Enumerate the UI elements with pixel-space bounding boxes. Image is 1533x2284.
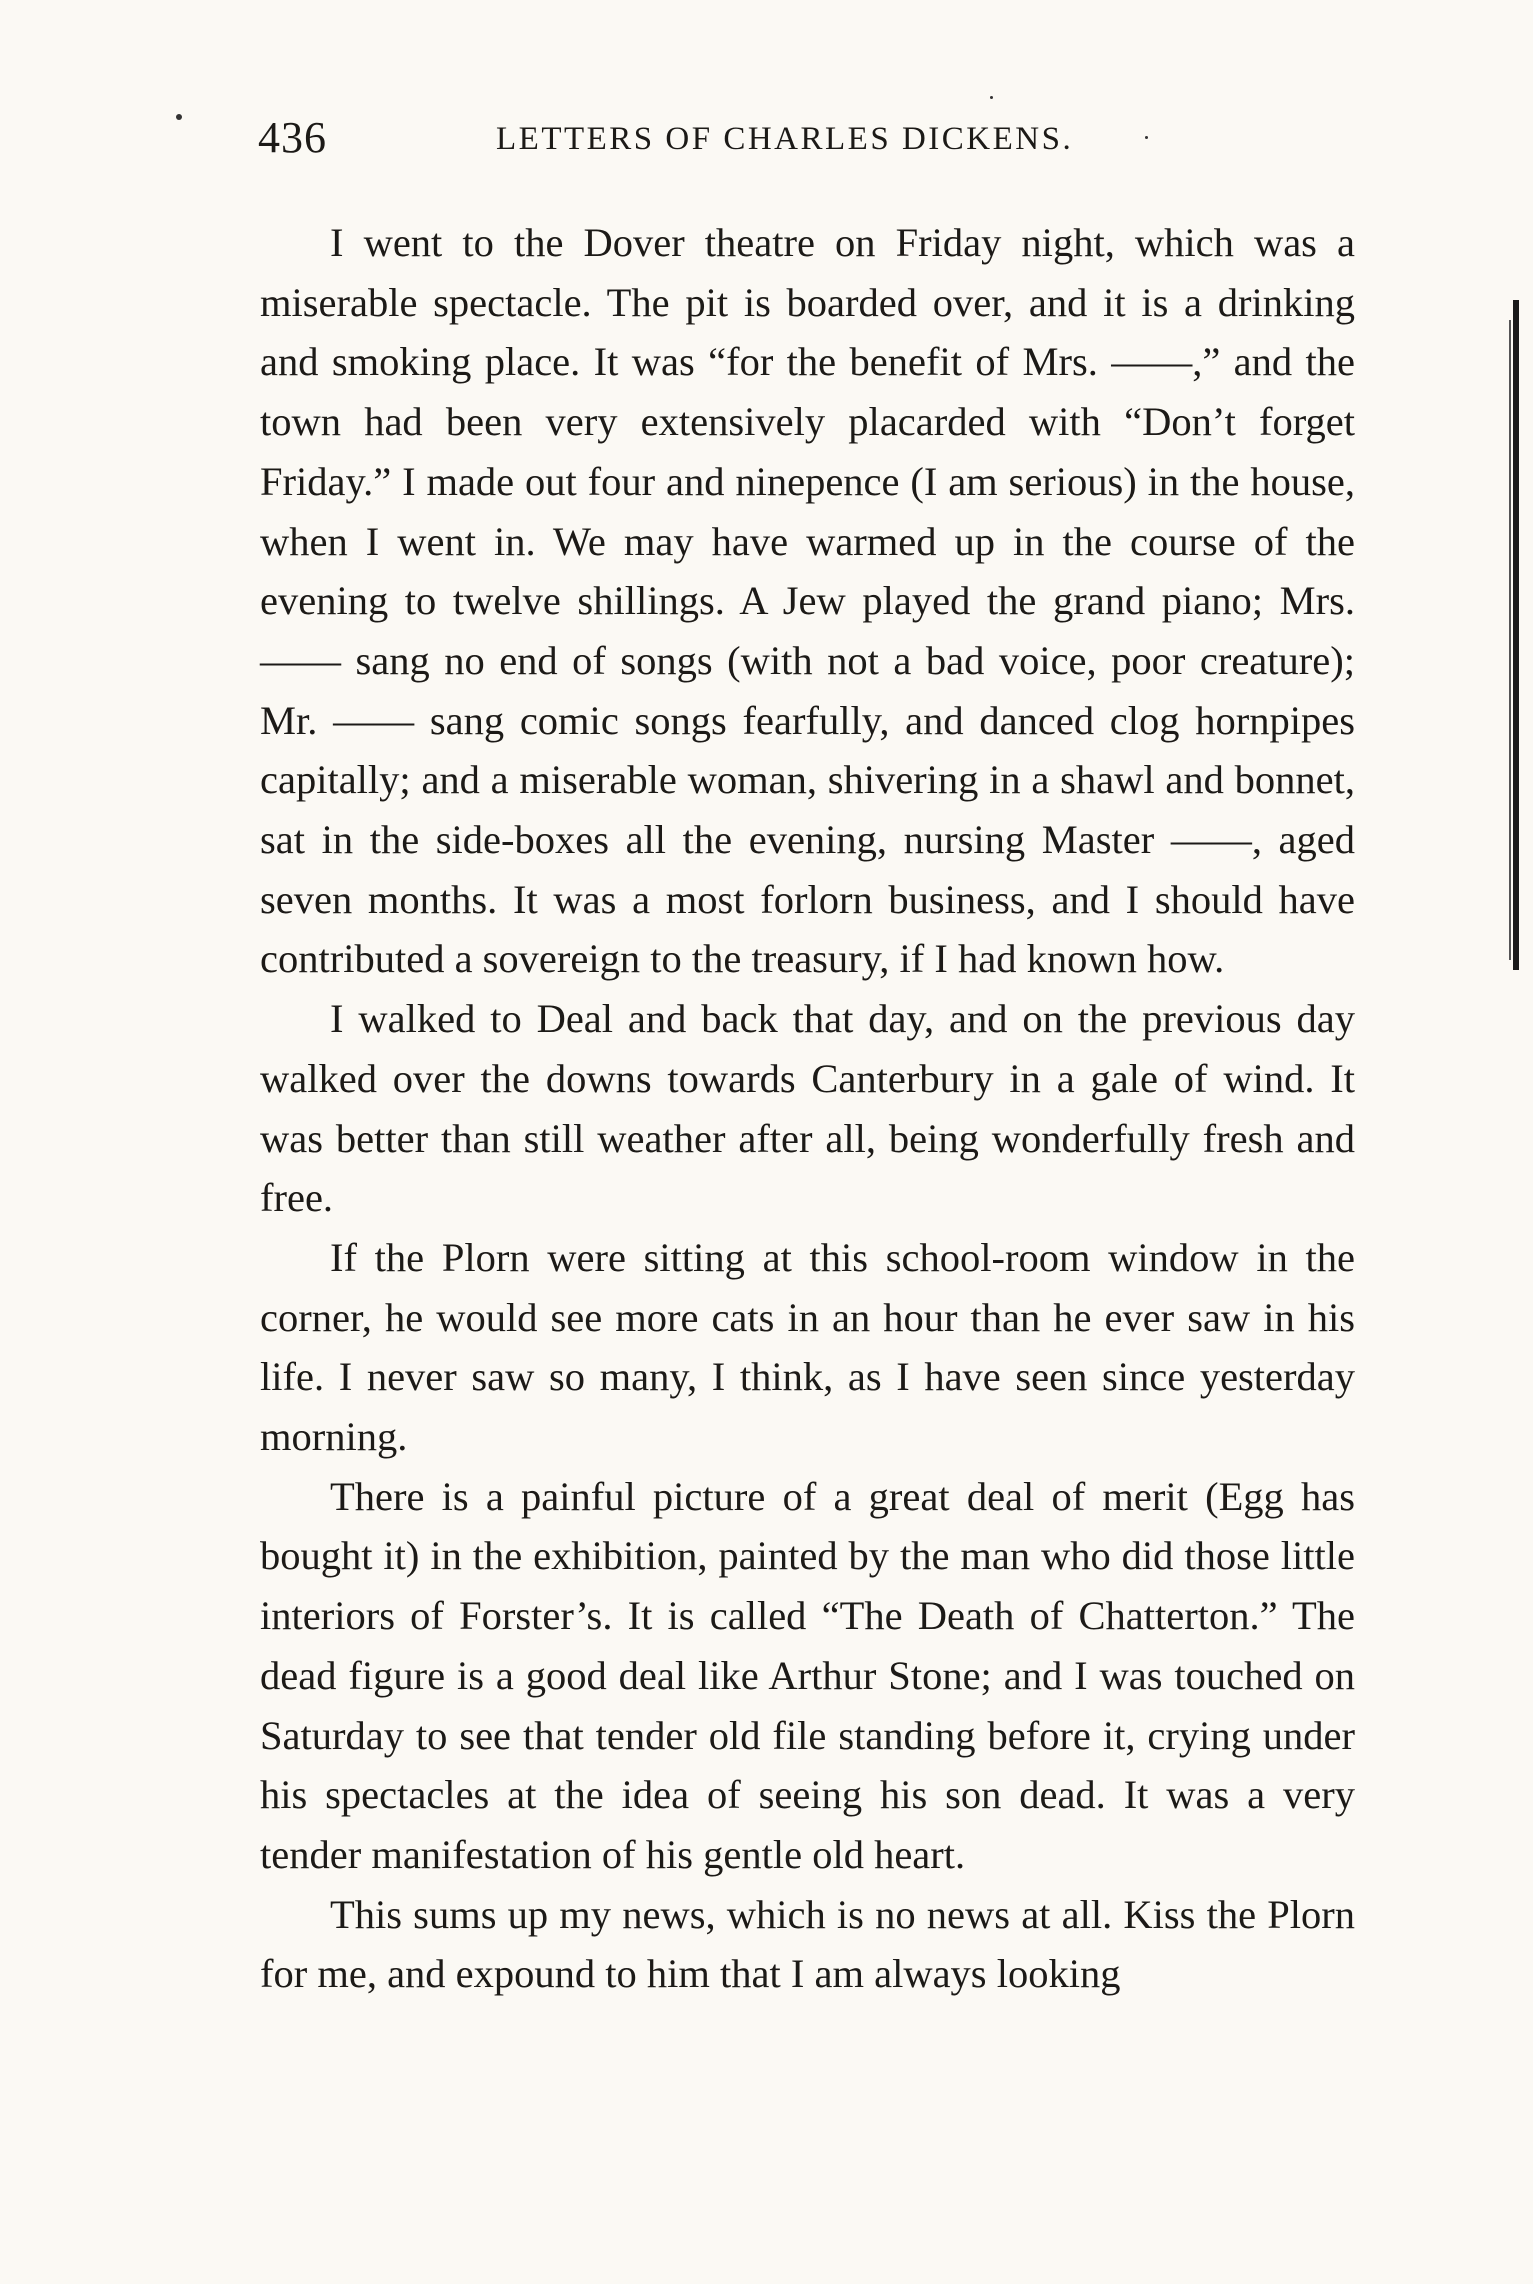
- ink-speck: [990, 96, 993, 99]
- page-number: 436: [258, 113, 327, 162]
- letter-body: [260, 213, 1355, 2004]
- paragraph-closing: This sums up my news, which is no news at all. Kiss the Plorn for me, and expound to him that I am always looking: [260, 1891, 1355, 1997]
- page-edge-shadow: [1509, 320, 1511, 960]
- paragraph-walk-to-deal: I walked to Deal and back that day, and on the previous day walked over the downs towards Canterbury in a gale of wind. It was better than still weather after all, being wonderfully fresh and free.: [260, 996, 1355, 1221]
- running-head: LETTERS OF CHARLES DICKENS.: [496, 121, 1074, 157]
- page-edge-rule: [1513, 300, 1519, 970]
- paragraph-dover-theatre: I went to the Dover theatre on Friday night, which was a miserable spectacle. The pit is boarded over, and it is a drinking and smoking place. It was “for the benefit of Mrs. ——,” and the town had been very extensively placarded with “Don’t forget Friday.” I made out four and ninepence (I am serious) in the house, when I went in. We may have warmed up in the course of the evening to twelve shillings. A Jew played the grand piano; Mrs. —— sang no end of songs (with not a bad voice, poor creature); Mr. —— sang comic songs fearfully, and danced clog hornpipes capitally; and a miserable woman, shivering in a shawl and bonnet, sat in the side-boxes all the evening, nursing Master ——, aged seven months. It was a most forlorn business, and I should have contributed a sovereign to the treasury, if I had known how.: [260, 220, 1355, 982]
- ink-speck: [176, 114, 182, 120]
- paragraph-chatterton-picture: There is a painful picture of a great deal of merit (Egg has bought it) in the exhibition, painted by the man who did those little interiors of Forster’s. It is called “The Death of Chatterton.” The dead figure is a good deal like Arthur Stone; and I was touched on Saturday to see that tender old file standing before it, crying under his spectacles at the idea of seeing his son dead. It was a very tender manifestation of his gentle old heart.: [260, 1473, 1355, 1877]
- page-header: [258, 112, 1358, 172]
- paragraph-plorn-cats: If the Plorn were sitting at this school-room window in the corner, he would see more cats in an hour than he ever saw in his life. I never saw so many, I think, as I have seen since yesterday morning.: [260, 1234, 1355, 1460]
